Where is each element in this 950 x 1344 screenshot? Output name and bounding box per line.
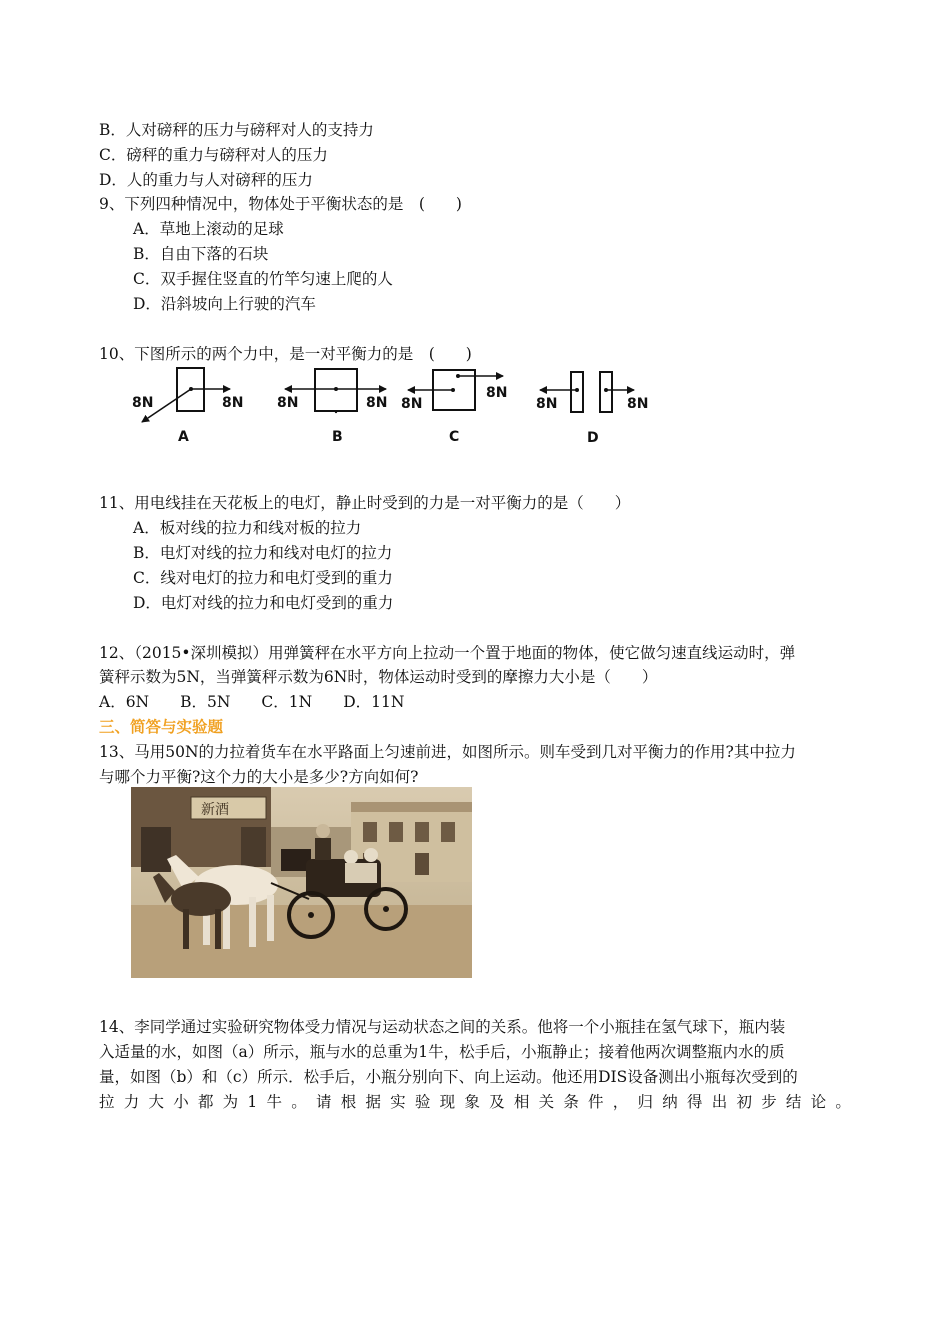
q14-line-4-char: 条 bbox=[563, 1093, 579, 1111]
q8-option-c: C．磅秤的重力与磅秤对人的压力 bbox=[99, 146, 328, 164]
q13-line-2: 与哪个力平衡?这个力的大小是多少?方向如何? bbox=[99, 768, 419, 786]
figure-a-label: A bbox=[178, 429, 189, 445]
figure-b bbox=[277, 369, 387, 445]
figure-c-left-force: 8N bbox=[401, 396, 423, 412]
q9-option-a: A．草地上滚动的足球 bbox=[133, 220, 284, 238]
q14-line-4-char: 拉 bbox=[99, 1093, 115, 1111]
figure-a-left-force: 8N bbox=[132, 395, 154, 411]
section-heading: 三、简答与实验题 bbox=[99, 718, 224, 736]
shop-sign: 新酒 bbox=[201, 802, 229, 818]
q14-line-4-char: ， bbox=[612, 1093, 629, 1111]
q14-line-4-char: 现 bbox=[439, 1093, 456, 1111]
figure-d-left-force: 8N bbox=[536, 396, 558, 412]
q11-option-c: C．线对电灯的拉力和电灯受到的重力 bbox=[133, 569, 393, 587]
figure-c-label: C bbox=[449, 429, 460, 445]
q14-line-4-char: 结 bbox=[785, 1093, 802, 1111]
q13-line-1: 13、马用50N的力拉着货车在水平路面上匀速前进，如图所示。则车受到几对平衡力的作用?其中拉力 bbox=[99, 743, 796, 761]
figure-c bbox=[401, 370, 507, 445]
figure-b-right-force: 8N bbox=[366, 395, 388, 411]
q14-line-4-char: 纳 bbox=[662, 1093, 678, 1111]
q14-line-4-char: 牛 bbox=[266, 1093, 283, 1111]
q14-line-4-char: 大 bbox=[148, 1093, 164, 1111]
q14-line-4-char: 据 bbox=[365, 1093, 381, 1111]
q14-line-4-char: 相 bbox=[513, 1093, 530, 1111]
q14-line-4-char: 1 bbox=[247, 1093, 258, 1111]
figure-d-label: D bbox=[587, 430, 599, 446]
q14-line-4-char: 件 bbox=[588, 1093, 604, 1111]
q14-line-4-char: 论 bbox=[810, 1093, 827, 1111]
q14-line-4-char: 出 bbox=[711, 1093, 728, 1111]
force-pairs-diagram bbox=[128, 364, 668, 448]
q14-line-4-char: 归 bbox=[637, 1093, 654, 1111]
figure-d-right-force: 8N bbox=[627, 396, 649, 412]
q14-line-4-char: 为 bbox=[222, 1093, 239, 1111]
q14-line-4-char: 小 bbox=[173, 1093, 189, 1111]
q14-line-4-char: 。 bbox=[835, 1093, 851, 1111]
q11-option-d: D．电灯对线的拉力和电灯受到的重力 bbox=[133, 594, 394, 612]
figure-a-right-force: 8N bbox=[222, 395, 244, 411]
q12-line-1: 12、（2015•深圳模拟）用弹簧秤在水平方向上拉动一个置于地面的物体，使它做匀速直线运动时，弹 bbox=[99, 644, 796, 662]
q14-line-4-char: 初 bbox=[736, 1093, 752, 1111]
horse-carriage-photo bbox=[131, 787, 472, 978]
q12-line-2: 簧秤示数为5N，当弹簧秤示数为6N时，物体运动时受到的摩擦力大小是（ ） bbox=[99, 668, 658, 686]
q9-option-b: B．自由下落的石块 bbox=[133, 245, 269, 263]
figure-d bbox=[536, 372, 648, 446]
q11-stem: 11、用电线挂在天花板上的电灯，静止时受到的力是一对平衡力的是（ ） bbox=[99, 494, 631, 512]
q14-line-4-char: 及 bbox=[489, 1093, 505, 1111]
q11-option-a: A．板对线的拉力和线对板的拉力 bbox=[133, 519, 362, 537]
q12-options: A．6N B．5N C．1N D．11N bbox=[99, 693, 405, 711]
q14-line-2: 入适量的水，如图（a）所示，瓶与水的总重为1牛，松手后，小瓶静止；接着他两次调整瓶内水的质 bbox=[99, 1043, 785, 1061]
q14-line-4 bbox=[99, 1091, 851, 1113]
q14-line-4-char: 得 bbox=[686, 1093, 703, 1111]
q9-option-c: C．双手握住竖直的竹竿匀速上爬的人 bbox=[133, 270, 393, 288]
q14-line-4-char: 实 bbox=[390, 1093, 406, 1111]
q8-option-d: D．人的重力与人对磅秤的压力 bbox=[99, 171, 313, 189]
q10-stem: 10、下图所示的两个力中，是一对平衡力的是 ( ) bbox=[99, 345, 472, 363]
q14-line-4-char: 象 bbox=[464, 1093, 480, 1111]
q11-option-b: B．电灯对线的拉力和线对电灯的拉力 bbox=[133, 544, 393, 562]
figure-a bbox=[132, 368, 243, 445]
q14-line-4-char: 请 bbox=[315, 1093, 332, 1111]
q14-line-4-char: 验 bbox=[414, 1093, 431, 1111]
q9-stem: 9、下列四种情况中，物体处于平衡状态的是 ( ) bbox=[99, 195, 462, 213]
figure-b-label: B bbox=[332, 429, 343, 445]
q14-line-4-char: 步 bbox=[761, 1093, 777, 1111]
q14-line-3: 量，如图（b）和（c）所示．松手后，小瓶分别向下、向上运动。他还用DIS设备测出小瓶每次受到的 bbox=[99, 1068, 798, 1086]
q9-option-d: D．沿斜坡向上行驶的汽车 bbox=[133, 295, 316, 313]
q14-line-1: 14、李同学通过实验研究物体受力情况与运动状态之间的关系。他将一个小瓶挂在氢气球下，瓶内装 bbox=[99, 1018, 786, 1036]
figure-b-left-force: 8N bbox=[277, 395, 299, 411]
q14-line-4-char: 。 bbox=[291, 1093, 307, 1111]
q8-option-b: B．人对磅秤的压力与磅秤对人的支持力 bbox=[99, 121, 374, 139]
q14-line-4-char: 力 bbox=[123, 1093, 140, 1111]
q14-line-4-char: 都 bbox=[197, 1093, 214, 1111]
figure-c-right-force: 8N bbox=[486, 385, 508, 401]
q14-line-4-char: 关 bbox=[538, 1093, 555, 1111]
q14-line-4-char: 根 bbox=[340, 1093, 357, 1111]
